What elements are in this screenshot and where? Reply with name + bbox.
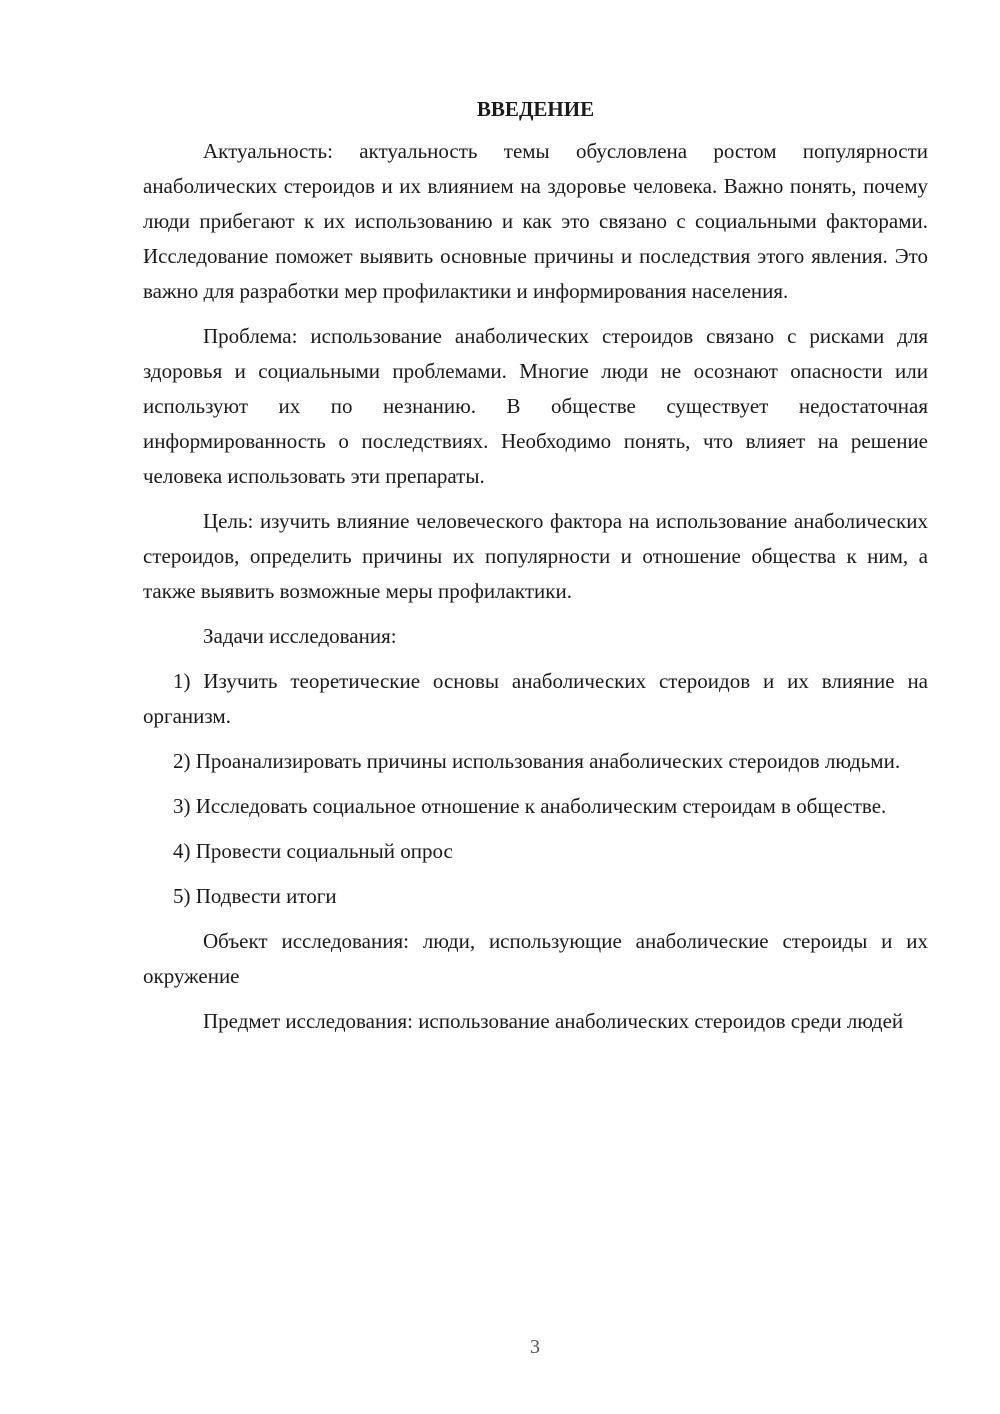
task-item-5: 5) Подвести итоги: [173, 884, 337, 908]
task-item-3: 3) Исследовать социальное отношение к анаболическим стероидам в обществе.: [173, 794, 887, 818]
task-item-4: 4) Провести социальный опрос: [173, 839, 453, 863]
paragraph-research-subject: Предмет исследования: использование анаболических стероидов среди людей: [203, 1009, 904, 1033]
paragraph-relevance: Актуальность: актуальность темы обусловлена ростом популярности анаболических стероидов и их влиянием на здоровье человека. Важно понять, почему люди прибегают к их использованию и как это связано с социальными факторами. Исследование поможет выявить основные причины и последствия этого явления. Это важно для разработки мер профилактики и информирования населения.: [143, 139, 928, 303]
paragraph-goal: Цель: изучить влияние человеческого фактора на использование анаболических стероидов, определить причины их популярности и отношение общества к ним, а также выявить возможные меры профилактики.: [143, 509, 928, 603]
paragraph-research-object: Объект исследования: люди, использующие анаболические стероиды и их окружение: [143, 929, 928, 988]
paragraph-problem: Проблема: использование анаболических стероидов связано с рисками для здоровья и социальными проблемами. Многие люди не осознают опасности или используют их по незнанию. В обществе существует недостаточная информированность о последствиях. Необходимо понять, что влияет на решение человека использовать эти препараты.: [143, 324, 928, 488]
page-title: ВВЕДЕНИЕ: [476, 97, 595, 121]
task-item-1: 1) Изучить теоретические основы анаболических стероидов и их влияние на организм.: [143, 669, 928, 728]
page-content: [143, 92, 928, 1049]
page-number: 3: [530, 1336, 540, 1358]
task-item-2: 2) Проанализировать причины использования анаболических стероидов людьми.: [173, 749, 901, 773]
tasks-heading: Задачи исследования:: [203, 624, 397, 648]
